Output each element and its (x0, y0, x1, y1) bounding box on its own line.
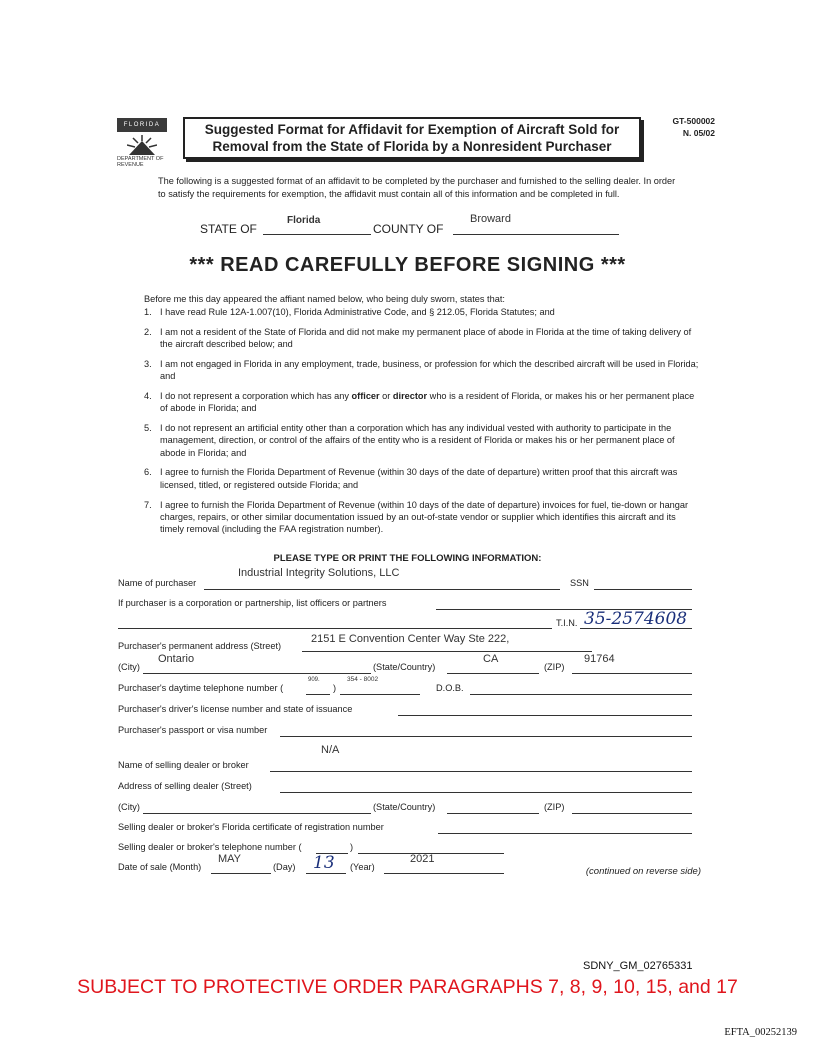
address-value[interactable]: 2151 E Convention Center Way Ste 222, (311, 633, 510, 645)
dealer-state-country-label: (State/Country) (373, 802, 436, 812)
passport-label: Purchaser's passport or visa number (118, 725, 268, 735)
tin-value[interactable]: 35-2574608 (584, 609, 688, 629)
dealer-name-line (270, 771, 692, 772)
purchaser-name-value[interactable]: Industrial Integrity Solutions, LLC (238, 567, 400, 579)
statement-text: or (379, 390, 393, 401)
statement-text: who is a resident of Florida, or makes his or her permanent place of abode in Florida; and (160, 390, 695, 414)
city-label: (City) (118, 662, 140, 672)
logo-state-text: FLORIDA (117, 118, 167, 132)
purchaser-name-line (204, 589, 560, 590)
section-heading: PLEASE TYPE OR PRINT THE FOLLOWING INFORMATION: (273, 553, 542, 564)
state-country-label: (State/Country) (373, 662, 436, 672)
state-line (263, 234, 371, 235)
dob-line[interactable] (470, 694, 692, 695)
form-title-line-1: Suggested Format for Affidavit for Exemption of Aircraft Sold for (204, 122, 620, 137)
ssn-label: SSN (570, 578, 589, 588)
sale-month-line (211, 873, 271, 874)
phone-area-value[interactable]: 909. (308, 677, 320, 683)
statement-number: 6. (144, 467, 152, 478)
county-label: COUNTY OF (373, 222, 444, 236)
sale-day-value[interactable]: 13 (313, 853, 335, 873)
form-title-box (183, 117, 641, 159)
city-value[interactable]: Ontario (158, 653, 195, 665)
statement-text: I have read Rule 12A-1.007(10), Florida Administrative Code, and § 212.05, Florida Statutes; and (160, 307, 555, 317)
dealer-name-label: Name of selling dealer or broker (118, 760, 249, 770)
ssn-line[interactable] (594, 589, 692, 590)
statement-text: I am not a resident of the State of Florida and did not make my permanent place of abode in Florida at the time of taking delivery of the aircraft described below; and (160, 326, 692, 350)
dealer-zip-line[interactable] (572, 813, 692, 814)
county-line (453, 234, 619, 235)
statement-item (144, 358, 699, 383)
form-title-line-2: Removal from the State of Florida by a Nonresident Purchaser (212, 139, 612, 154)
sale-year-value[interactable]: 2021 (410, 853, 435, 865)
statement-number: 1. (144, 307, 152, 317)
statement-bold-director: director (392, 390, 428, 401)
sale-day-label: (Day) (273, 862, 296, 872)
phone-number-value[interactable]: 354 - 8002 (347, 676, 379, 683)
address-line (302, 651, 592, 652)
sale-year-label: (Year) (350, 862, 375, 872)
state-value[interactable]: Florida (287, 215, 321, 226)
statement-bold-officer: officer (351, 390, 380, 401)
purchaser-name-label: Name of purchaser (118, 578, 197, 588)
statement-number: 2. (144, 326, 152, 337)
statement-number: 4. (144, 390, 152, 401)
dealer-cert-line[interactable] (438, 833, 692, 834)
dealer-name-value[interactable]: N/A (321, 744, 340, 756)
form-revision: N. 05/02 (682, 128, 715, 138)
state-label: STATE OF (200, 222, 257, 236)
dealer-address-line[interactable] (280, 792, 692, 793)
tin-label: T.I.N. (556, 618, 578, 628)
dealer-city-line[interactable] (143, 813, 371, 814)
protective-order-banner: SUBJECT TO PROTECTIVE ORDER PARAGRAPHS 7, 8, 9, 10, 15, and 17 (77, 976, 738, 998)
statement-item (144, 306, 699, 318)
form-number (672, 115, 715, 139)
sunburst-icon (127, 135, 157, 155)
statement-item (144, 466, 699, 491)
sale-month-label: Date of sale (Month) (118, 862, 202, 872)
dealer-phone-paren: ) (350, 842, 354, 852)
address-label: Purchaser's permanent address (Street) (118, 641, 282, 651)
statement-text: I agree to furnish the Florida Department of Revenue (within 10 days of the date of departure) invoices for fuel, tie-down or hangar charges, repairs, or other similar documentation issued by an out-of-state vendor or supplier which identifies this aircraft and its timely removal (including the FAA registration number). (160, 499, 689, 535)
dob-label: D.O.B. (436, 683, 464, 693)
statement-number: 7. (144, 499, 152, 510)
statement-text: I do not represent an artificial entity other than a corporation which has any individual vested with authority to participate in the management, direction, or control of the affairs of the entity who is a resident of Florida or makes his or her permanent place of abode in Florida; and (160, 423, 675, 458)
statement-number: 5. (144, 423, 152, 434)
before-me-statement: Before me this day appeared the affiant named below, who being duly sworn, states that: (144, 294, 505, 304)
dealer-state-line[interactable] (447, 813, 539, 814)
statement-number: 3. (144, 358, 152, 369)
state-country-value[interactable]: CA (483, 653, 499, 665)
venue-row (200, 222, 257, 236)
dealer-address-label: Address of selling dealer (Street) (118, 781, 252, 791)
efta-number: EFTA_00252139 (724, 1027, 797, 1038)
officers-line-2[interactable] (118, 628, 552, 629)
dealer-city-label: (City) (118, 802, 140, 812)
license-line[interactable] (398, 715, 692, 716)
dealer-phone-label: Selling dealer or broker's telephone number ( (118, 842, 302, 852)
statement-text: I do not represent a corporation which has any (160, 390, 352, 401)
state-country-line (447, 673, 539, 674)
phone-number-line (340, 694, 420, 695)
zip-value[interactable]: 91764 (584, 653, 615, 665)
statement-item (144, 326, 699, 351)
sale-day-line (306, 873, 346, 874)
license-label: Purchaser's driver's license number and state of issuance (118, 704, 353, 714)
phone-paren: ) (333, 683, 337, 693)
zip-line (572, 673, 692, 674)
statement-item (144, 422, 699, 459)
phone-area-line (306, 694, 330, 695)
phone-label: Purchaser's daytime telephone number ( (118, 683, 284, 693)
continued-note: (continued on reverse side) (585, 866, 701, 877)
city-line (143, 673, 371, 674)
sale-month-value[interactable]: MAY (218, 853, 242, 865)
florida-dor-logo (117, 118, 167, 168)
passport-line[interactable] (280, 736, 692, 737)
sale-year-line (384, 873, 504, 874)
county-value[interactable]: Broward (470, 213, 511, 225)
zip-label: (ZIP) (544, 662, 565, 672)
officers-label: If purchaser is a corporation or partnership, list officers or partners (118, 598, 387, 608)
dealer-cert-label: Selling dealer or broker's Florida certificate of registration number (118, 822, 384, 832)
statement-item (144, 499, 699, 536)
logo-dept-text: DEPARTMENT OF REVENUE (117, 156, 164, 168)
form-number-code: GT-500002 (672, 116, 715, 126)
intro-paragraph: The following is a suggested format of an affidavit to be completed by the purchaser and furnished to the selling dealer. In order to satisfy the requirements for exemption, the affidavit must contain all of this information and be completed in full. (158, 176, 676, 199)
bates-number: SDNY_GM_02765331 (583, 960, 693, 972)
dealer-zip-label: (ZIP) (544, 802, 565, 812)
statement-text: I am not engaged in Florida in any employment, trade, business, or profession for which the described aircraft will be used in Florida; and (160, 358, 699, 382)
statement-item (144, 390, 699, 415)
affidavit-statements (144, 306, 699, 543)
statement-text: I agree to furnish the Florida Department of Revenue (within 30 days of the date of departure) written proof that this aircraft was licensed, titled, or registered outside Florida; and (160, 467, 678, 490)
read-carefully-caption: *** READ CAREFULLY BEFORE SIGNING *** (189, 254, 626, 276)
